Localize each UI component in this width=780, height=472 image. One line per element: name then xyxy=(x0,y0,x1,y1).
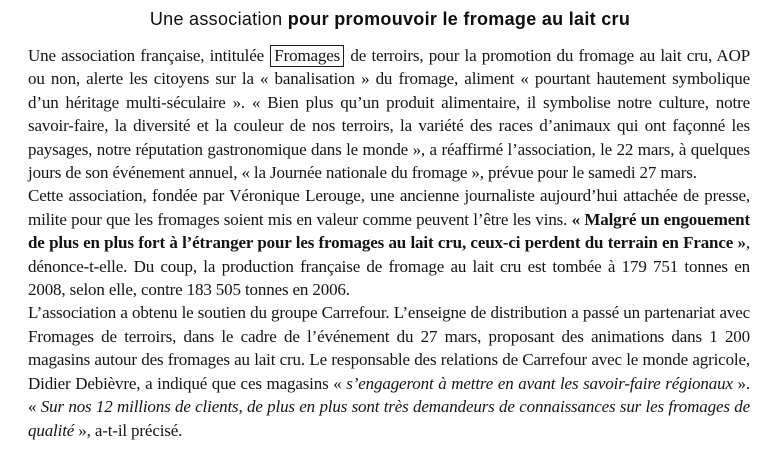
text-segment: s’engageront à mettre en avant les savoir-faire régionaux xyxy=(346,373,733,393)
article-title xyxy=(0,9,780,30)
article-body xyxy=(28,44,750,442)
text-segment: « Malgré un engouement de plus en plus fort à l’étranger pour les fromages au lait cru, ceux-ci perdent du terrain en France » xyxy=(28,209,750,253)
text-segment: Cette association, fondée par Véronique Lerouge, une ancienne journaliste aujourd’hui attachée de presse, milite pour que les fromages soient mis en valeur comme peuvent l’être les vins. xyxy=(28,186,750,229)
text-segment: », a-t-il précisé. xyxy=(74,420,183,440)
article-title-bold: pour promouvoir le fromage au lait cru xyxy=(287,9,631,29)
text-segment: de terroirs, pour la promotion du fromage au lait cru, AOP ou non, alerte les citoyens sur la « banalisation » du fromage, aliment « pourtant hautement symbolique d’un héritage multi-séculaire ». « Bien plus qu’un produit alimentaire, il symbolise notre culture, notre savoir-faire, la diversité et la couleur de nos terroirs, la variété des races d’animaux qui ont façonné les paysages, notre réputation gastronomique dans le monde », a réaffirmé l’association, le 22 mars, à quelques jours de son événement annuel, « la Journée nationale du fromage », prévue pour le samedi 27 mars. xyxy=(28,46,750,183)
paragraph xyxy=(28,301,750,441)
text-segment: L’association a obtenu le soutien du groupe Carrefour. L’enseigne de distribution a passé un partenariat avec Fromages de terroirs, dans le cadre de l’événement du 27 mars, proposant des animations dans 1 200 magasins autour des fromages au lait cru. Le responsable des relations de Carrefour avec le monde agricole, Didier Debièvre, a indiqué que ces magasins « xyxy=(28,303,750,393)
boxed-term: Fromages xyxy=(270,45,344,67)
text-segment: Une association française, intitulée xyxy=(28,46,270,65)
text-segment: Sur nos 12 millions de clients, de plus en plus sont très demandeurs de connaissances sur les fromages de qualité xyxy=(28,397,750,440)
article-title-regular: Une association xyxy=(149,9,288,29)
text-segment: , dénonce-t-elle. Du coup, la production française de fromage au lait cru est tombée à 179 751 tonnes en 2008, selon elle, contre 183 505 tonnes en 2006. xyxy=(28,233,750,300)
paragraph xyxy=(28,184,750,301)
paragraph xyxy=(28,44,750,184)
text-segment: ». « xyxy=(28,373,750,417)
